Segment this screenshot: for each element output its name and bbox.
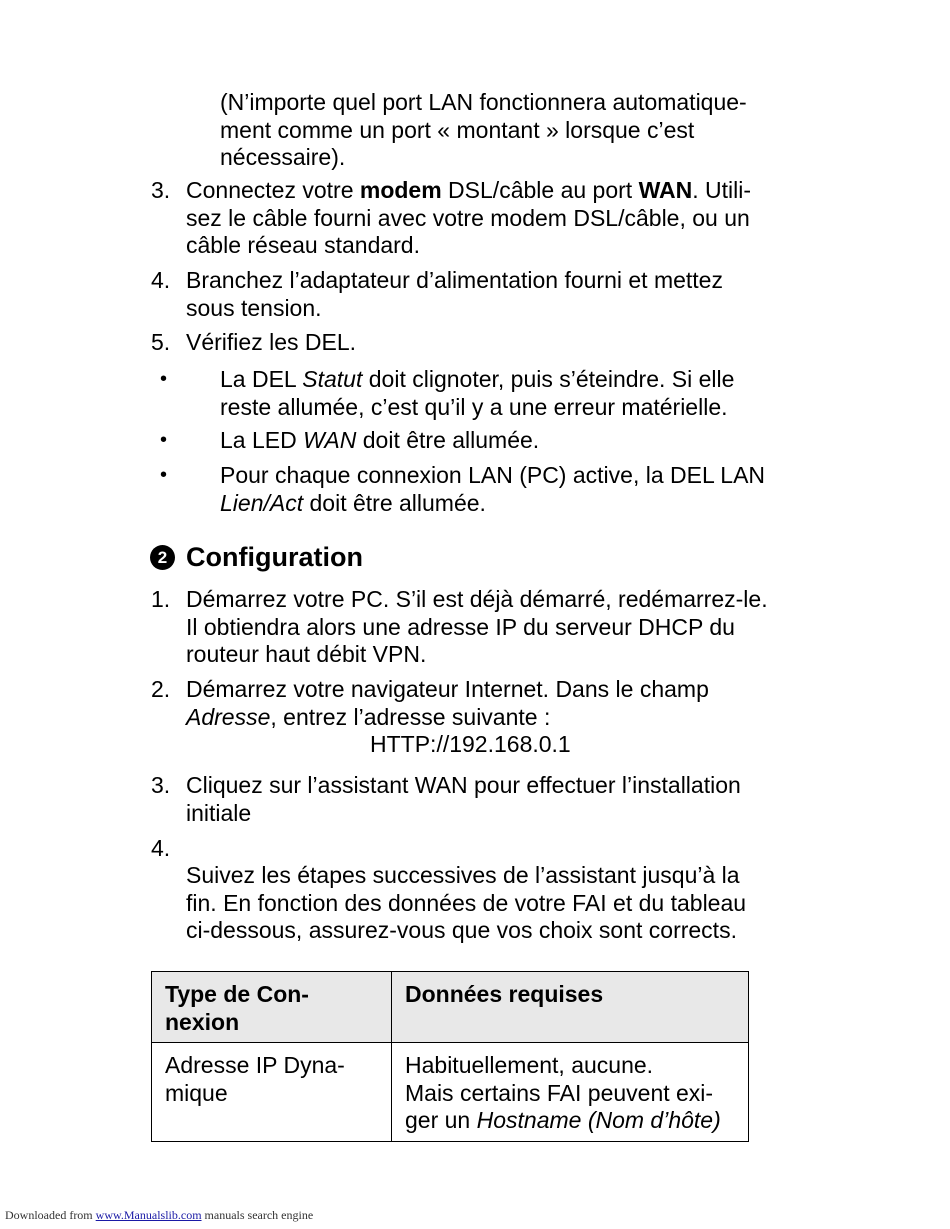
step-text xyxy=(186,586,806,669)
step-line: routeur haut débit VPN. xyxy=(186,641,427,667)
step-number: 3. xyxy=(151,772,171,798)
step-line: Cliquez sur l’assistant WAN pour effectuer l’installation xyxy=(186,772,741,798)
cell-line: mique xyxy=(165,1079,228,1106)
step-line: sous tension. xyxy=(186,294,322,321)
step-text: Vérifiez les DEL. xyxy=(186,329,357,355)
text-run: doit clignoter, puis s’éteindre. Si elle xyxy=(362,366,735,392)
step-line: initiale xyxy=(186,799,252,826)
italic-term: Hostname (Nom d’hôte) xyxy=(476,1107,721,1133)
text-run: , entrez l’adresse suivante : xyxy=(270,703,551,730)
cell-line: Mais certains FAI peuvent exi- xyxy=(405,1079,714,1106)
italic-term: Lien/Act xyxy=(220,489,304,516)
step-line: Il obtiendra alors une adresse IP du serveur DHCP du xyxy=(186,613,735,640)
step-line: Démarrez votre PC. S’il est déjà démarré, redémarrez-le. xyxy=(186,586,768,612)
step-line: fin. En fonction des données de votre FAI et du tableau xyxy=(186,889,747,916)
intro-line: (N’importe quel port LAN fonctionnera automatique- xyxy=(220,89,747,115)
step-text xyxy=(186,772,806,827)
step-line: Suivez les étapes successives de l’assistant jusqu’à la xyxy=(186,862,740,888)
bullet-icon: • xyxy=(160,368,168,390)
step-number: 3. xyxy=(151,177,171,203)
step-line: Démarrez votre navigateur Internet. Dans le champ xyxy=(186,676,709,702)
text-run: DSL/câble au port xyxy=(441,177,639,203)
italic-term: WAN xyxy=(303,427,357,453)
step-text xyxy=(186,267,806,322)
bullet-text xyxy=(220,462,810,517)
table-header-cell xyxy=(152,972,392,1043)
router-url: HTTP://192.168.0.1 xyxy=(370,731,571,757)
step-line: câble réseau standard. xyxy=(186,232,420,258)
section-heading xyxy=(150,542,363,573)
intro-line: ment comme un port « montant » lorsque c’est xyxy=(220,116,695,143)
step-line: Branchez l’adaptateur d’alimentation fourni et mettez xyxy=(186,267,723,293)
text-run: La DEL xyxy=(220,366,303,392)
connection-requirements-table xyxy=(151,971,749,1142)
header-line: Type de Con- xyxy=(165,981,309,1007)
italic-term: Statut xyxy=(302,366,363,392)
table-cell xyxy=(392,1043,749,1142)
step-text xyxy=(186,862,806,945)
bullet-line: reste allumée, c’est qu’il y a une erreur matérielle. xyxy=(220,393,728,420)
step-line: sez le câble fourni avec votre modem DSL/câble, ou un xyxy=(186,204,750,231)
step-line: ci-dessous, assurez-vous que vos choix sont corrects. xyxy=(186,917,737,943)
bullet-text xyxy=(220,366,810,421)
intro-line: nécessaire). xyxy=(220,144,346,170)
step-text xyxy=(186,676,806,731)
bullet-text xyxy=(220,427,810,455)
text-run: La LED xyxy=(220,427,304,453)
circled-number-icon: 2 xyxy=(150,545,175,570)
manualslib-link[interactable]: www.Manualslib.com xyxy=(95,1208,202,1222)
cell-line: Adresse IP Dyna- xyxy=(165,1052,345,1078)
footer-text: manuals search engine xyxy=(201,1208,314,1222)
bold-term-modem: modem xyxy=(359,177,442,203)
step-number: 2. xyxy=(151,676,171,702)
step-number: 5. xyxy=(151,329,171,355)
bullet-line: Pour chaque connexion LAN (PC) active, la DEL LAN xyxy=(220,462,766,488)
text-run: doit être allumée. xyxy=(356,427,540,453)
italic-term: Adresse xyxy=(186,703,271,730)
table-cell xyxy=(152,1043,392,1142)
text-run: . Utili- xyxy=(692,177,752,203)
section-title: Configuration xyxy=(186,542,363,572)
text-run: Connectez votre xyxy=(186,177,360,203)
bold-term-wan: WAN xyxy=(638,177,693,203)
download-footer xyxy=(5,1208,313,1223)
intro-paragraph xyxy=(220,89,820,172)
bullet-icon: • xyxy=(160,429,168,451)
table-row xyxy=(152,1043,749,1142)
table-header-cell: Données requises xyxy=(392,972,749,1043)
text-run: ger un xyxy=(405,1107,477,1133)
header-line: nexion xyxy=(165,1008,240,1035)
bullet-icon: • xyxy=(160,464,168,486)
cell-line: Habituellement, aucune. xyxy=(405,1052,654,1078)
text-run: doit être allumée. xyxy=(303,489,486,516)
step-number: 4. xyxy=(151,267,171,293)
step-text xyxy=(186,177,806,260)
footer-text: Downloaded from xyxy=(5,1208,96,1222)
step-number: 1. xyxy=(151,586,171,612)
step-number: 4. xyxy=(151,835,171,861)
table-header-row xyxy=(152,972,749,1043)
